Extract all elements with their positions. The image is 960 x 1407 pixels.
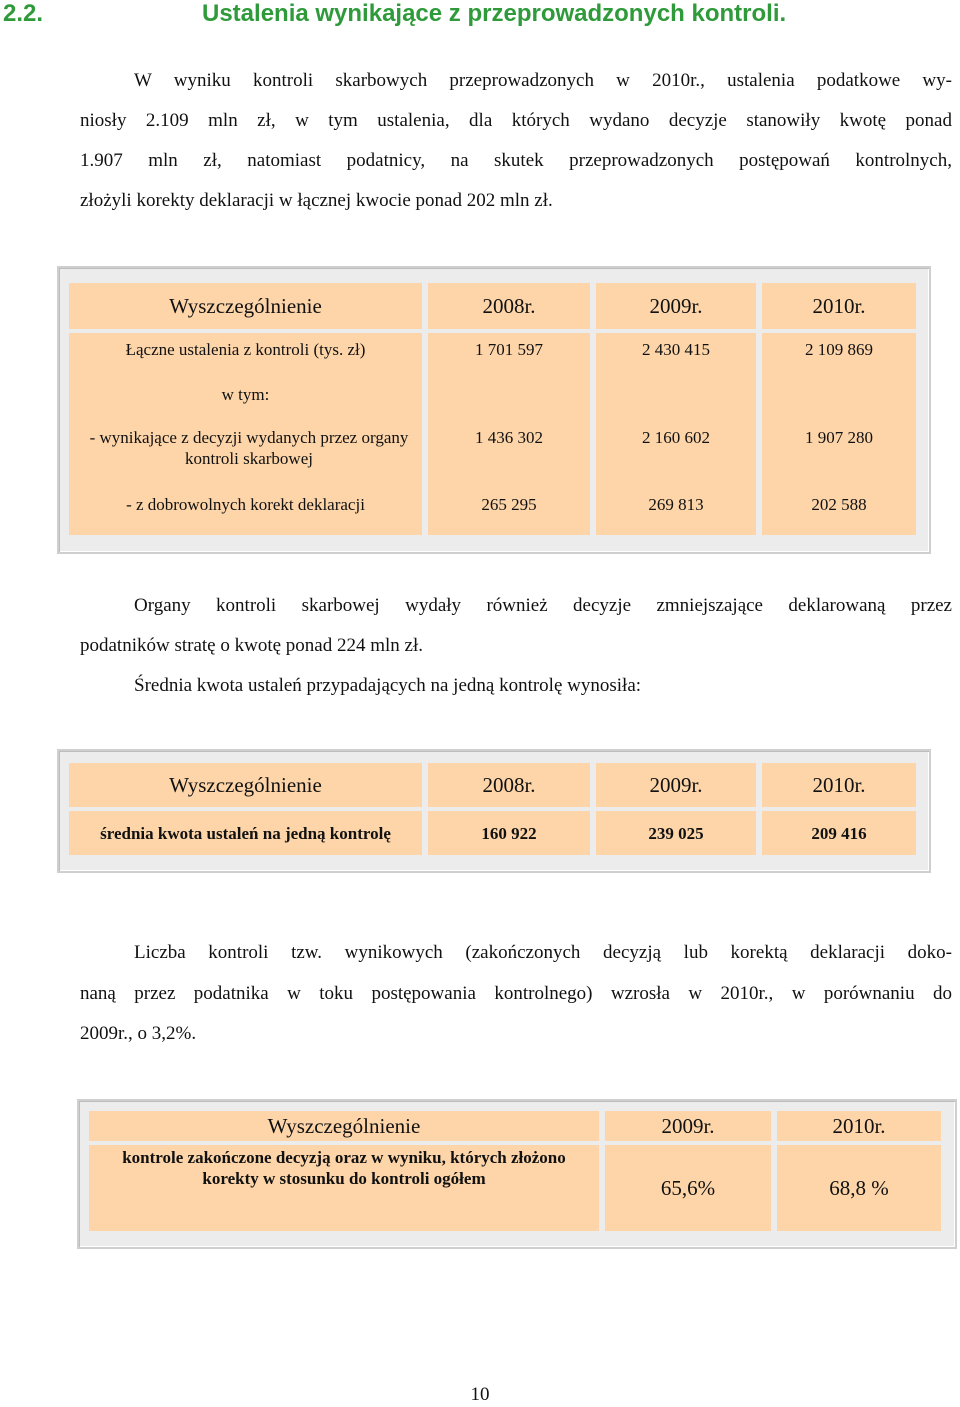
para3-line-2: naną przez podatnika w toku postępowania kontrolnego) wzrosła w 2010r., w porównaniu do <box>80 983 952 1004</box>
page-number: 10 <box>470 1384 490 1405</box>
table1-header-2010: 2010r. <box>762 283 916 329</box>
table3-row-2009: 65,6% <box>605 1145 771 1231</box>
section-heading <box>0 0 960 32</box>
para1-line-2: niosły 2.109 mln zł, w tym ustalenia, dla których wydano decyzje stanowiły kwotę ponad <box>80 110 952 131</box>
table1-row-corrections-2008: 265 295 <box>481 494 537 514</box>
table2-header-2010: 2010r. <box>762 763 916 807</box>
table2-header-label: Wyszczególnienie <box>69 763 422 807</box>
table1-row-decisions-2009: 2 160 602 <box>642 427 710 447</box>
section-number: 2.2. <box>3 0 44 27</box>
para1-line-4: złożyli korekty deklaracji w łącznej kwocie ponad 202 mln zł. <box>80 190 553 211</box>
table1-row-corrections-2010: 202 588 <box>811 494 867 514</box>
table1-header-2008: 2008r. <box>428 283 590 329</box>
table2-row-average-label: średnia kwota ustaleń na jedną kontrolę <box>69 811 422 855</box>
para1-line-3: 1.907 mln zł, natomiast podatnicy, na skutek przeprowadzonych postępowań kontrolnych, <box>80 150 952 171</box>
table1-row-total-2010: 2 109 869 <box>805 339 873 359</box>
table2-header-2008: 2008r. <box>428 763 590 807</box>
table1-header-label: Wyszczególnienie <box>69 283 422 329</box>
table3-row-2010: 68,8 % <box>777 1145 941 1231</box>
section-title: Ustalenia wynikające z przeprowadzonych kontroli. <box>202 0 787 27</box>
table3-header-2010: 2010r. <box>777 1111 941 1141</box>
table1-row-corrections-label: - z dobrowolnych korekt deklaracji <box>126 494 365 514</box>
para2-line-1: Organy kontroli skarbowej wydały również decyzje zmniejszające deklarowaną przez <box>134 595 952 616</box>
table2-row-average-2009: 239 025 <box>596 811 756 855</box>
table1-header-2009: 2009r. <box>596 283 756 329</box>
para3-line-3: 2009r., o 3,2%. <box>80 1023 197 1044</box>
para2-line-3: Średnia kwota ustaleń przypadających na jedną kontrolę wynosiła: <box>134 675 642 696</box>
table1-row-total-2009: 2 430 415 <box>642 339 710 359</box>
table2-header-2009: 2009r. <box>596 763 756 807</box>
table3-header-2009: 2009r. <box>605 1111 771 1141</box>
table2-row-average-2010: 209 416 <box>762 811 916 855</box>
table3-header-label: Wyszczególnienie <box>89 1111 599 1141</box>
para3-line-1: Liczba kontroli tzw. wynikowych (zakończonych decyzją lub korektą deklaracji doko- <box>134 942 952 963</box>
table2-row-average-2008: 160 922 <box>428 811 590 855</box>
para1-line-1: W wyniku kontroli skarbowych przeprowadzonych w 2010r., ustalenia podatkowe wy- <box>134 70 952 91</box>
table1-row-corrections-2009: 269 813 <box>648 494 704 514</box>
table1-row-decisions-2008: 1 436 302 <box>475 427 543 447</box>
para2-line-2: podatników stratę o kwotę ponad 224 mln zł. <box>80 635 423 656</box>
table1-row-decisions-2010: 1 907 280 <box>805 427 873 447</box>
table1-row-total-label: Łączne ustalenia z kontroli (tys. zł) <box>125 339 366 359</box>
table1-row-decisions-label: - wynikające z decyzji wydanych przez organy kontroli skarbowej <box>89 428 409 468</box>
table1-row-total-2008: 1 701 597 <box>475 339 543 359</box>
table3-row-label: kontrole zakończone decyzją oraz w wyniku, których złożono korekty w stosunku do kontroli ogółem <box>89 1145 599 1231</box>
table1-row-including-label: w tym: <box>221 384 270 404</box>
